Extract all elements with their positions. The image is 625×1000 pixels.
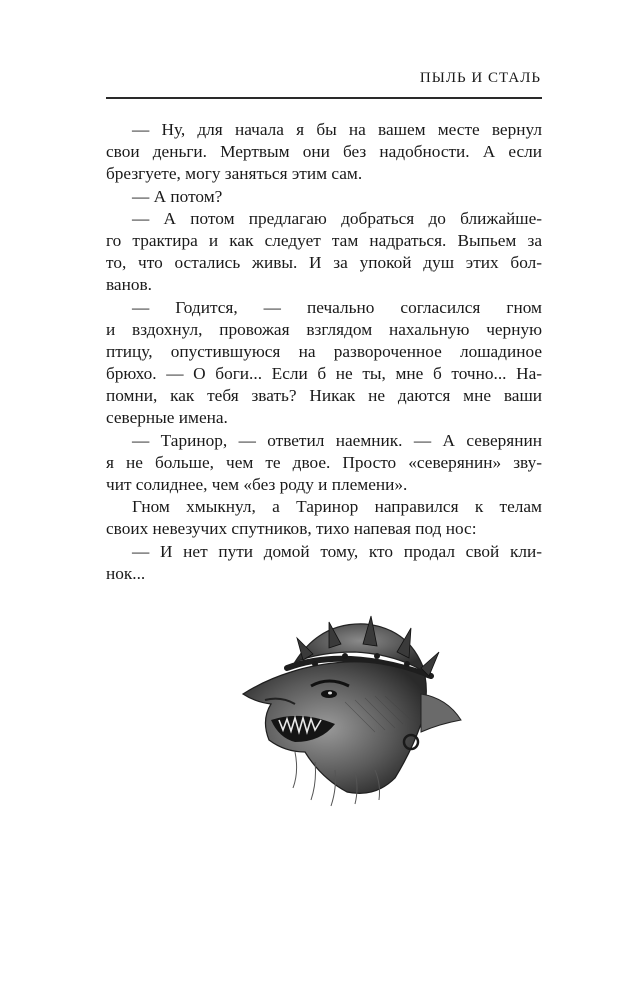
- text-line: — Годится, — печально согласился гном: [132, 297, 542, 317]
- text-line: Гном хмыкнул, а Таринор направился к телам: [132, 497, 542, 517]
- text-line: то, что остались живы. И за упокой душ этих бол-: [106, 253, 542, 273]
- body-text: [106, 119, 542, 585]
- text-line: чит солиднее, чем «без роду и племени».: [106, 475, 408, 494]
- text-line: — А потом предлагаю добраться до ближайше-: [132, 208, 542, 228]
- text-line: — Ну, для начала я бы на вашем месте вернул: [132, 120, 542, 139]
- running-head: ПЫЛЬ И СТАЛЬ: [419, 70, 541, 86]
- text-line: северные имена.: [106, 408, 228, 428]
- text-line: свои деньги. Мертвым они без надобности. А если: [106, 142, 542, 162]
- text-line: своих невезучих спутников, тихо напевая под нос:: [106, 519, 477, 539]
- text-line: брезгуете, могу заняться этим сам.: [106, 164, 363, 184]
- text-line: го трактира и как следует там надраться. Выпьем за: [106, 230, 542, 250]
- text-line: помни, как тебя звать? Никак не даются мне ваши: [106, 386, 542, 406]
- text-line: — Таринор, — ответил наемник. — А северянин: [132, 430, 542, 450]
- text-line: — А потом?: [132, 186, 223, 206]
- text-line: я не больше, чем те двое. Просто «северянин» зву-: [106, 452, 542, 472]
- text-line: и вздохнул, провожая взглядом нахальную черную: [106, 319, 542, 339]
- text-line: ванов.: [106, 275, 152, 295]
- text-line: — И нет пути домой тому, кто продал свой кли-: [132, 541, 542, 561]
- goblin-head-illustration: [225, 602, 465, 812]
- text-line: брюхо. — О боги... Если б не ты, мне б точно... На-: [106, 364, 542, 384]
- text-line: нок...: [106, 563, 146, 583]
- text-line: птицу, опустившуюся на развороченное лошадиное: [106, 341, 542, 361]
- header-rule: [106, 97, 542, 99]
